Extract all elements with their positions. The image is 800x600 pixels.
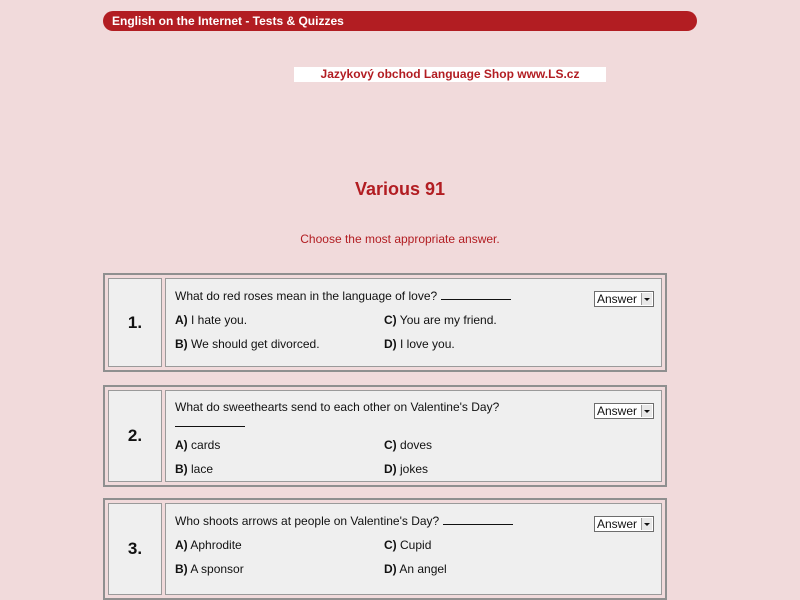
question-number: 2. (108, 390, 162, 482)
answer-select-label: Answer (597, 404, 638, 418)
option-b[interactable] (175, 562, 244, 577)
question-text (175, 400, 520, 431)
question-number: 3. (108, 503, 162, 595)
question-text-content: What do red roses mean in the language of love? (175, 289, 438, 303)
answer-select-label: Answer (597, 292, 638, 306)
question-text (175, 513, 530, 529)
answer-select[interactable] (594, 516, 654, 532)
option-letter: C) (384, 538, 397, 552)
question-number: 1. (108, 278, 162, 367)
option-text: jokes (400, 462, 429, 476)
option-text: An angel (399, 562, 447, 576)
chevron-down-icon (641, 293, 652, 305)
option-c[interactable] (384, 313, 497, 328)
option-letter: C) (384, 438, 397, 452)
answer-blank (443, 513, 513, 525)
option-letter: B) (175, 562, 188, 576)
site-header-link[interactable]: English on the Internet - Tests & Quizzes (103, 11, 697, 31)
answer-select[interactable] (594, 403, 654, 419)
option-letter: A) (175, 538, 188, 552)
option-text: I love you. (400, 337, 455, 351)
option-text: cards (191, 438, 221, 452)
option-text: Cupid (400, 538, 432, 552)
chevron-down-icon (641, 405, 652, 417)
option-d[interactable] (384, 562, 447, 577)
option-text: We should get divorced. (191, 337, 320, 351)
option-c[interactable] (384, 438, 432, 453)
option-letter: B) (175, 462, 188, 476)
question-text (175, 288, 530, 304)
option-a[interactable] (175, 538, 242, 553)
question-body (165, 278, 662, 367)
option-text: lace (191, 462, 214, 476)
option-text: You are my friend. (399, 313, 497, 327)
question-body (165, 503, 662, 595)
option-text: A sponsor (190, 562, 244, 576)
option-text: Aphrodite (190, 538, 242, 552)
option-letter: A) (175, 438, 188, 452)
page-title: Various 91 (354, 179, 446, 199)
question-card-1 (103, 273, 667, 372)
answer-select-label: Answer (597, 517, 638, 531)
question-text-content: What do sweethearts send to each other on Valentine's Day? (175, 400, 500, 414)
option-d[interactable] (384, 337, 455, 352)
answer-select[interactable] (594, 291, 654, 307)
option-letter: B) (175, 337, 188, 351)
option-text: I hate you. (191, 313, 248, 327)
option-letter: A) (175, 313, 188, 327)
language-shop-banner-link[interactable]: Jazykový obchod Language Shop www.LS.cz (294, 67, 606, 82)
option-b[interactable] (175, 462, 213, 477)
instructions-text: Choose the most appropriate answer. (300, 232, 500, 246)
option-c[interactable] (384, 538, 431, 553)
question-card-3 (103, 498, 667, 600)
chevron-down-icon (641, 518, 652, 530)
option-d[interactable] (384, 462, 428, 477)
option-letter: D) (384, 562, 397, 576)
question-text-content: Who shoots arrows at people on Valentine's Day? (175, 514, 440, 528)
option-letter: D) (384, 337, 397, 351)
option-letter: D) (384, 462, 397, 476)
answer-blank (175, 415, 245, 427)
option-a[interactable] (175, 313, 247, 328)
option-letter: C) (384, 313, 397, 327)
option-b[interactable] (175, 337, 320, 352)
option-text: doves (400, 438, 433, 452)
answer-blank (441, 288, 511, 300)
question-body (165, 390, 662, 482)
option-a[interactable] (175, 438, 220, 453)
question-card-2 (103, 385, 667, 487)
